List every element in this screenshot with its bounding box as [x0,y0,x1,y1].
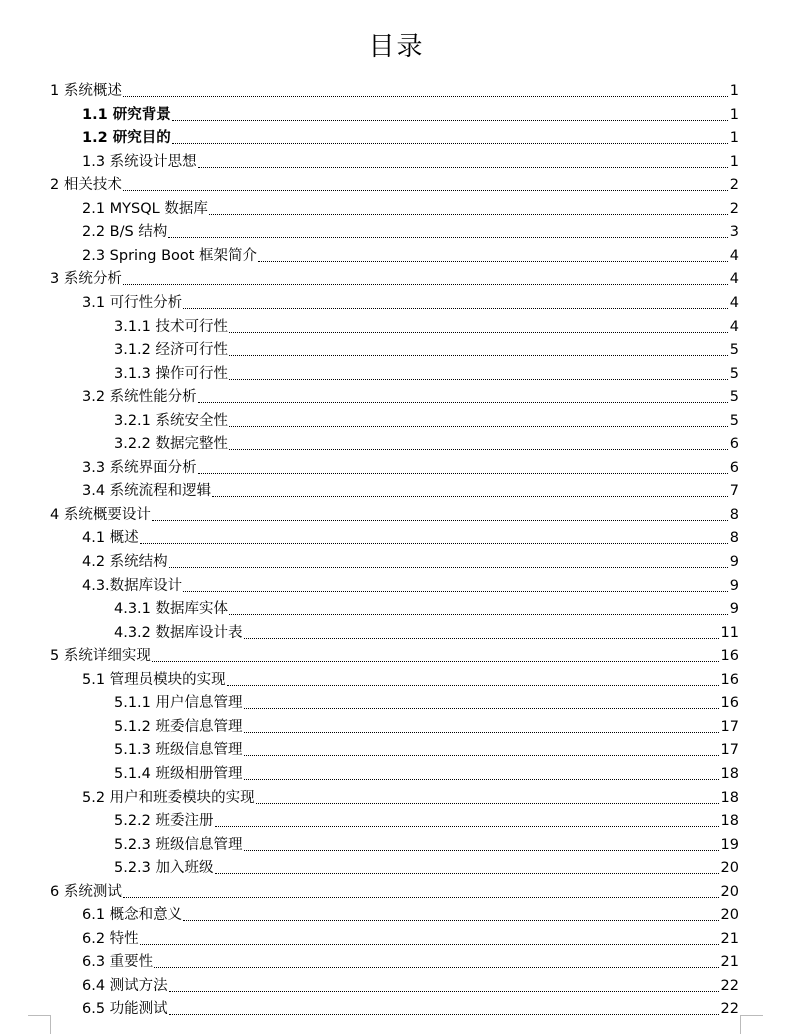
toc-dot-leader [123,284,728,285]
toc-dot-leader [198,473,728,474]
toc-entry-label: 4.1 概述 [82,530,139,547]
toc-dot-leader [244,708,719,709]
toc-dot-leader [209,214,728,215]
toc-dot-leader [183,920,718,921]
toc-dot-leader [215,873,719,874]
toc-entry[interactable] [114,855,739,877]
toc-entry-label: 4.3.数据库设计 [82,577,183,594]
toc-entry-label: 4 系统概要设计 [50,506,151,523]
toc-dot-leader [244,779,719,780]
toc-entry-label: 1.1 研究背景 [82,106,171,123]
toc-entry-page-number: 9 [729,554,739,570]
toc-dot-leader [140,944,719,945]
toc-entry-page-number: 19 [720,836,739,853]
toc-entry-label: 3 系统分析 [50,271,122,288]
toc-entry-page-number: 5 [729,389,739,406]
toc-entry[interactable] [114,431,739,453]
toc-entry-label: 5.2 用户和班委模块的实现 [82,789,255,806]
toc-entry[interactable] [114,314,739,336]
toc-entry-label: 4.3.1 数据库实体 [114,601,229,618]
toc-entry[interactable] [50,266,739,288]
toc-entry[interactable] [50,502,739,524]
toc-dot-leader [256,803,719,804]
toc-dot-leader [215,826,719,827]
toc-entry[interactable] [82,996,739,1018]
toc-entry-page-number: 1 [729,83,739,99]
toc-entry[interactable] [50,643,739,665]
toc-entry-page-number: 18 [720,789,739,806]
toc-entry[interactable] [82,219,739,241]
toc-entry-page-number: 20 [720,860,739,877]
toc-entry-page-number: 17 [720,718,739,735]
toc-dot-leader [152,520,728,521]
toc-entry-page-number: 8 [729,506,739,523]
toc-dot-leader [229,355,728,356]
toc-entry-label: 5.1 管理员模块的实现 [82,671,226,688]
toc-entry[interactable] [82,949,739,971]
toc-entry-label: 1.3 系统设计思想 [82,153,197,170]
toc-entry-page-number: 16 [720,648,739,665]
toc-dot-leader [123,96,728,97]
toc-entry[interactable] [114,620,739,642]
toc-entry[interactable] [114,737,739,759]
toc-entry-label: 3.1.3 操作可行性 [114,365,229,382]
toc-entry-page-number: 20 [720,907,739,924]
toc-entry-label: 3.4 系统流程和逻辑 [82,483,212,500]
toc-entry-label: 2.2 B/S 结构 [82,224,168,241]
toc-entry[interactable] [82,125,739,147]
toc-entry[interactable] [82,384,739,406]
toc-dot-leader [227,685,719,686]
toc-entry-page-number: 3 [729,224,739,241]
toc-entry[interactable] [82,102,739,124]
toc-dot-leader [229,426,728,427]
toc-entry-label: 5.1.4 班级相册管理 [114,765,243,782]
toc-dot-leader [123,190,728,191]
toc-entry-page-number: 20 [720,883,739,900]
toc-entry[interactable] [114,408,739,430]
toc-entry[interactable] [114,337,739,359]
toc-entry-page-number: 4 [729,247,739,264]
toc-dot-leader [198,167,728,168]
toc-entry-page-number: 17 [720,742,739,759]
toc-entry-page-number: 16 [720,671,739,688]
toc-dot-leader [169,1014,719,1015]
toc-entry-page-number: 5 [729,365,739,382]
toc-entry-label: 5.2.2 班委注册 [114,813,214,830]
toc-entry[interactable] [82,290,739,312]
toc-entry-page-number: 2 [729,200,739,217]
toc-entry[interactable] [114,761,739,783]
toc-dot-leader [258,261,728,262]
toc-dot-leader [229,332,728,333]
toc-entry-label: 5.1.3 班级信息管理 [114,742,243,759]
toc-entry-page-number: 21 [720,954,739,971]
toc-entry-label: 6 系统测试 [50,883,122,900]
toc-entry-label: 3.2.2 数据完整性 [114,436,229,453]
toc-dot-leader [140,543,728,544]
toc-dot-leader [152,661,719,662]
toc-dot-leader [183,308,728,309]
toc-entry-label: 3.2 系统性能分析 [82,389,197,406]
toc-dot-leader [154,967,718,968]
toc-entry-label: 3.1.2 经济可行性 [114,342,229,359]
toc-dot-leader [123,897,719,898]
toc-entry-page-number: 16 [720,695,739,712]
toc-entry-label: 5 系统详细实现 [50,648,151,665]
page-corner-mark-right [740,1015,763,1034]
toc-entry-page-number: 4 [729,318,739,335]
toc-dot-leader [172,120,728,121]
toc-dot-leader [244,755,719,756]
toc-entry-label: 4.3.2 数据库设计表 [114,624,243,641]
toc-entry[interactable] [82,525,739,547]
toc-entry-label: 6.3 重要性 [82,954,154,971]
toc-entry-page-number: 22 [720,977,739,994]
toc-entry[interactable] [82,478,739,500]
toc-entry-label: 3.1.1 技术可行性 [114,318,229,335]
toc-entry-page-number: 1 [729,153,739,170]
toc-entry-label: 1 系统概述 [50,83,122,99]
toc-entry-page-number: 18 [720,765,739,782]
toc-entry-label: 6.1 概念和意义 [82,907,183,924]
toc-entry[interactable] [114,596,739,618]
toc-entry[interactable] [114,690,739,712]
toc-entry-page-number: 9 [729,577,739,594]
toc-dot-leader [229,379,728,380]
toc-entry-label: 5.2.3 班级信息管理 [114,836,243,853]
toc-entry-page-number: 2 [729,177,739,194]
toc-entry[interactable] [82,973,739,995]
toc-entry-page-number: 5 [729,412,739,429]
toc-entry-label: 5.2.3 加入班级 [114,860,214,877]
toc-entry-page-number: 8 [729,530,739,547]
toc-entry-page-number: 21 [720,930,739,947]
toc-entry[interactable] [82,785,739,807]
toc-entry[interactable] [114,714,739,736]
toc-entry[interactable] [82,573,739,595]
toc-entry-label: 2.3 Spring Boot 框架简介 [82,247,258,264]
toc-entry-page-number: 1 [729,130,739,147]
toc-dot-leader [244,850,719,851]
toc-dot-leader [229,614,728,615]
toc-entry-page-number: 18 [720,813,739,830]
toc-entry-page-number: 22 [720,1001,739,1018]
page-corner-mark-left [28,1015,51,1034]
toc-entry-label: 3.2.1 系统安全性 [114,412,229,429]
toc-entry-label: 6.2 特性 [82,930,139,947]
toc-dot-leader [168,237,727,238]
toc-entry[interactable] [82,196,739,218]
toc-entry-label: 6.4 测试方法 [82,977,168,994]
toc-entry[interactable] [114,832,739,854]
toc-entry[interactable] [50,78,739,100]
toc-entry-page-number: 6 [729,459,739,476]
toc-entry[interactable] [82,455,739,477]
toc-entry[interactable] [114,808,739,830]
toc-entry-label: 5.1.1 用户信息管理 [114,695,243,712]
toc-entry-page-number: 6 [729,436,739,453]
toc-entry-page-number: 9 [729,601,739,618]
toc-entry-page-number: 5 [729,342,739,359]
toc-entry-label: 2.1 MYSQL 数据库 [82,200,208,217]
toc-entry-page-number: 11 [720,624,739,641]
toc-entry[interactable] [82,243,739,265]
toc-entry[interactable] [114,361,739,383]
toc-dot-leader [229,449,728,450]
toc-dot-leader [172,143,728,144]
toc-entry-page-number: 1 [729,106,739,123]
toc-entry-label: 2 相关技术 [50,177,122,194]
toc-entry-label: 6.5 功能测试 [82,1001,168,1018]
toc-dot-leader [198,402,728,403]
toc-entry-page-number: 4 [729,271,739,288]
page-title: 目录 [368,32,425,62]
toc-dot-leader [169,991,719,992]
toc-entry-page-number: 4 [729,294,739,311]
toc-dot-leader [169,567,728,568]
toc-dot-leader [212,496,728,497]
toc-entry[interactable] [82,149,739,171]
toc-dot-leader [183,591,728,592]
toc-entry-label: 5.1.2 班委信息管理 [114,718,243,735]
toc-dot-leader [244,732,719,733]
toc-dot-leader [244,638,719,639]
toc-entry[interactable] [82,549,739,571]
toc-entry[interactable] [82,667,739,689]
toc-entry[interactable] [50,172,739,194]
toc-entry-label: 4.2 系统结构 [82,554,168,570]
toc-entry[interactable] [82,902,739,924]
toc-entry[interactable] [50,879,739,901]
toc-entry-page-number: 7 [729,483,739,500]
toc-entry[interactable] [82,926,739,948]
toc-entry-label: 1.2 研究目的 [82,130,171,147]
toc-entry-label: 3.1 可行性分析 [82,294,183,311]
toc-entry-label: 3.3 系统界面分析 [82,459,197,476]
